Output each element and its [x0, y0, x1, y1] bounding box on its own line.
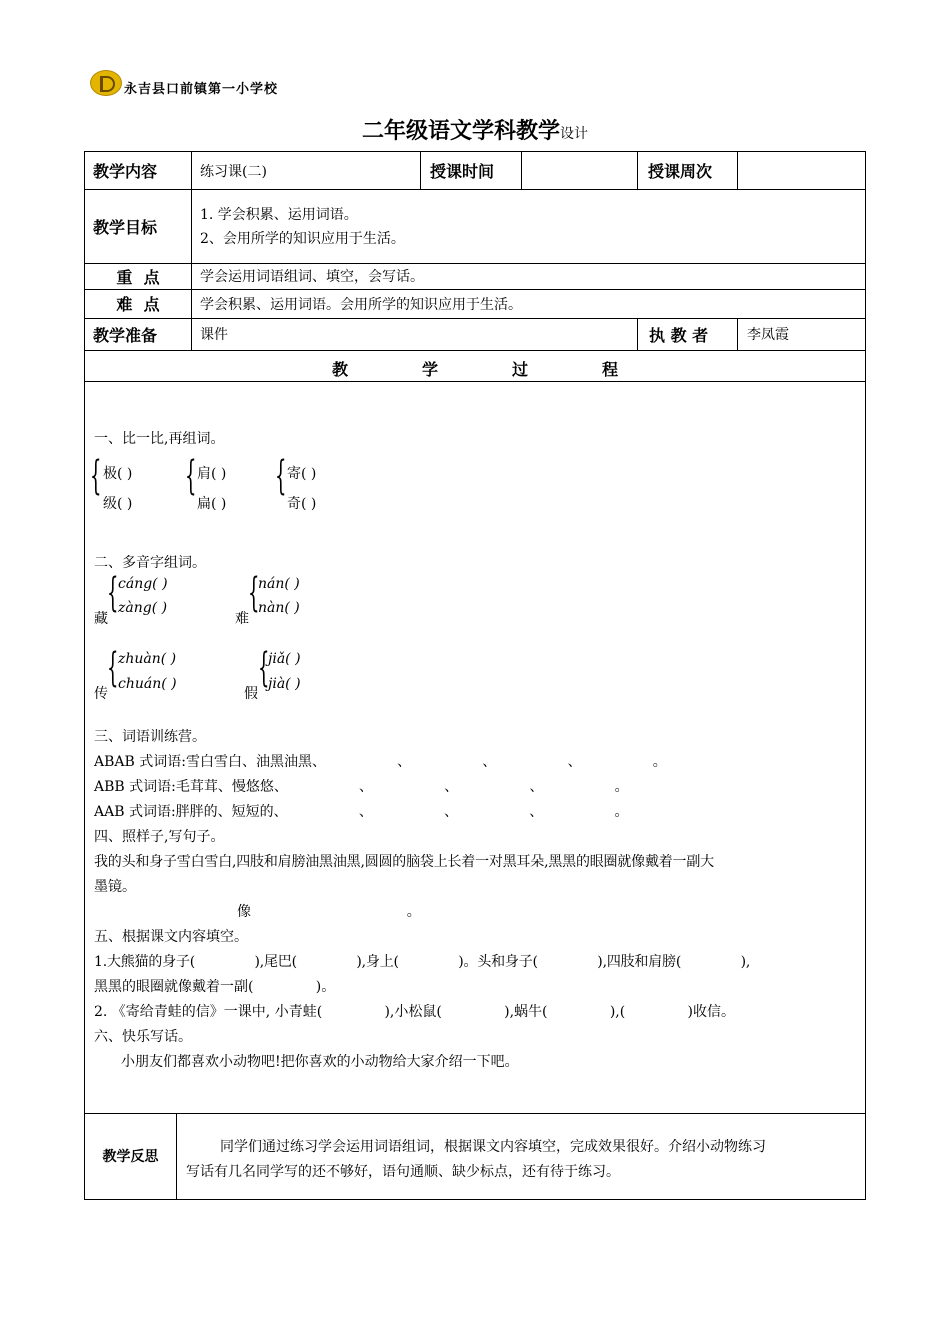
s1-pair-2-top: 肩( ) — [197, 466, 227, 482]
brace: { — [275, 453, 287, 499]
time-label: 授课时间 — [430, 162, 495, 181]
objective-line-1: 1. 学会积累、运用词语。 — [200, 207, 358, 223]
brace: { — [185, 453, 197, 499]
s3-aab: AAB 式词语:胖胖的、短短的、 、 、 、 。 — [94, 804, 629, 820]
process-header-char: 教 — [331, 359, 348, 379]
rule — [85, 1113, 865, 1114]
school-logo — [90, 68, 278, 97]
school-emblem-icon — [90, 70, 122, 96]
s2-char-2: 难 — [235, 611, 249, 627]
section-6-title: 六、快乐写话。 — [94, 1029, 192, 1045]
s2-reading-1b: zàng( ) — [118, 600, 168, 616]
s2-char-4: 假 — [244, 686, 258, 702]
rule — [176, 1113, 177, 1199]
s5-line-2: 黑黑的眼圈就像戴着一副( )。 — [94, 979, 336, 995]
objective-line-2: 2、会用所学的知识应用于生活。 — [200, 231, 405, 247]
s3-abb: ABB 式词语:毛茸茸、慢悠悠、 、 、 、 。 — [94, 779, 629, 795]
process-header-char: 程 — [602, 359, 619, 379]
brace: { — [258, 645, 270, 691]
s2-char-1: 藏 — [94, 611, 108, 627]
s4-pattern: 像 。 — [237, 904, 421, 920]
rule — [85, 189, 865, 190]
s2-reading-2b: nàn( ) — [258, 600, 300, 616]
rule — [737, 152, 738, 189]
s2-reading-4b: jià( ) — [268, 676, 301, 692]
section-5-title: 五、根据课文内容填空。 — [94, 929, 248, 945]
s5-line-3: 2. 《寄给青蛙的信》一课中, 小青蛙( ),小松鼠( ),蜗牛( ),( )收信。 — [94, 1004, 735, 1020]
s1-pair-3-top: 寄( ) — [287, 466, 317, 482]
rule — [737, 318, 738, 350]
content-label: 教学内容 — [93, 162, 158, 181]
process-header-char: 过 — [512, 359, 529, 379]
section-2-title: 二、多音字组词。 — [94, 555, 206, 571]
rule — [521, 152, 522, 189]
objectives-label: 教学目标 — [93, 217, 158, 237]
s1-pair-1-top: 极( ) — [103, 466, 133, 482]
s2-reading-4a: jiǎ( ) — [268, 651, 301, 667]
week-value — [747, 152, 857, 189]
s2-char-3: 传 — [94, 686, 108, 702]
content-value: 练习课(二) — [200, 163, 267, 180]
s2-reading-1a: cáng( ) — [118, 576, 168, 592]
reflection-line-2: 写话有几名同学写的还不够好，语句通顺、缺少标点，还有待于练习。 — [186, 1164, 620, 1180]
rule — [85, 350, 865, 351]
preparation-value: 课件 — [200, 327, 228, 343]
key-points-label: 重 点 — [116, 267, 160, 287]
rule — [191, 152, 192, 350]
rule — [637, 152, 638, 189]
brace: { — [107, 570, 119, 616]
section-3-title: 三、词语训练营。 — [94, 729, 206, 745]
s6-prompt: 小朋友们都喜欢小动物吧!把你喜欢的小动物给大家介绍一下吧。 — [121, 1054, 519, 1070]
s3-abab: ABAB 式词语:雪白雪白、油黑油黑、 、 、 、 。 — [94, 754, 667, 770]
preparation-label: 教学准备 — [93, 325, 158, 345]
section-4-title: 四、照样子,写句子。 — [94, 829, 225, 845]
s1-pair-2-bottom: 扁( ) — [197, 496, 227, 512]
process-header — [85, 356, 865, 380]
document-title — [0, 114, 950, 145]
week-label: 授课周次 — [648, 162, 713, 181]
s2-reading-2a: nán( ) — [258, 576, 300, 592]
teacher-value: 李凤霞 — [747, 327, 789, 343]
reflection-line-1: 同学们通过练习学会运用词语组词，根据课文内容填空，完成效果很好。介绍小动物练习 — [220, 1139, 766, 1155]
s2-reading-3a: zhuàn( ) — [118, 651, 177, 667]
s5-line-1: 1.大熊猫的身子( ),尾巴( ),身上( )。头和身子( ),四肢和肩膀( ), — [94, 954, 751, 970]
school-name: 永吉县口前镇第一小学校 — [124, 82, 279, 97]
brace: { — [90, 453, 102, 499]
brace: { — [248, 570, 260, 616]
difficulties-value: 学会积累、运用词语。会用所学的知识应用于生活。 — [200, 296, 522, 313]
s4-example-line-2: 墨镜。 — [94, 879, 136, 895]
s2-reading-3b: chuán( ) — [118, 676, 177, 692]
rule — [85, 381, 865, 382]
s1-pair-1-bottom: 级( ) — [103, 496, 133, 512]
section-1-title: 一、比一比,再组词。 — [94, 431, 225, 447]
brace: { — [107, 645, 119, 691]
s4-example-line-1: 我的头和身子雪白雪白,四肢和肩膀油黑油黑,圆圆的脑袋上长着一对黑耳朵,黑黑的眼圈就像戴着一副大 — [94, 854, 714, 870]
lesson-plan-table — [84, 151, 866, 1200]
reflection-label: 教学反思 — [102, 1149, 159, 1165]
title-suffix: 设计 — [560, 126, 588, 142]
teacher-label: 执 教 者 — [649, 325, 709, 345]
key-points-value: 学会运用词语组词、填空，会写话。 — [200, 269, 424, 285]
s1-pair-3-bottom: 奇( ) — [287, 496, 317, 512]
rule — [420, 152, 421, 189]
rule — [637, 318, 638, 350]
difficulties-label: 难 点 — [116, 295, 160, 314]
time-value — [530, 152, 630, 189]
process-header-char: 学 — [421, 359, 438, 379]
title-main: 二年级语文学科教学 — [361, 119, 560, 144]
